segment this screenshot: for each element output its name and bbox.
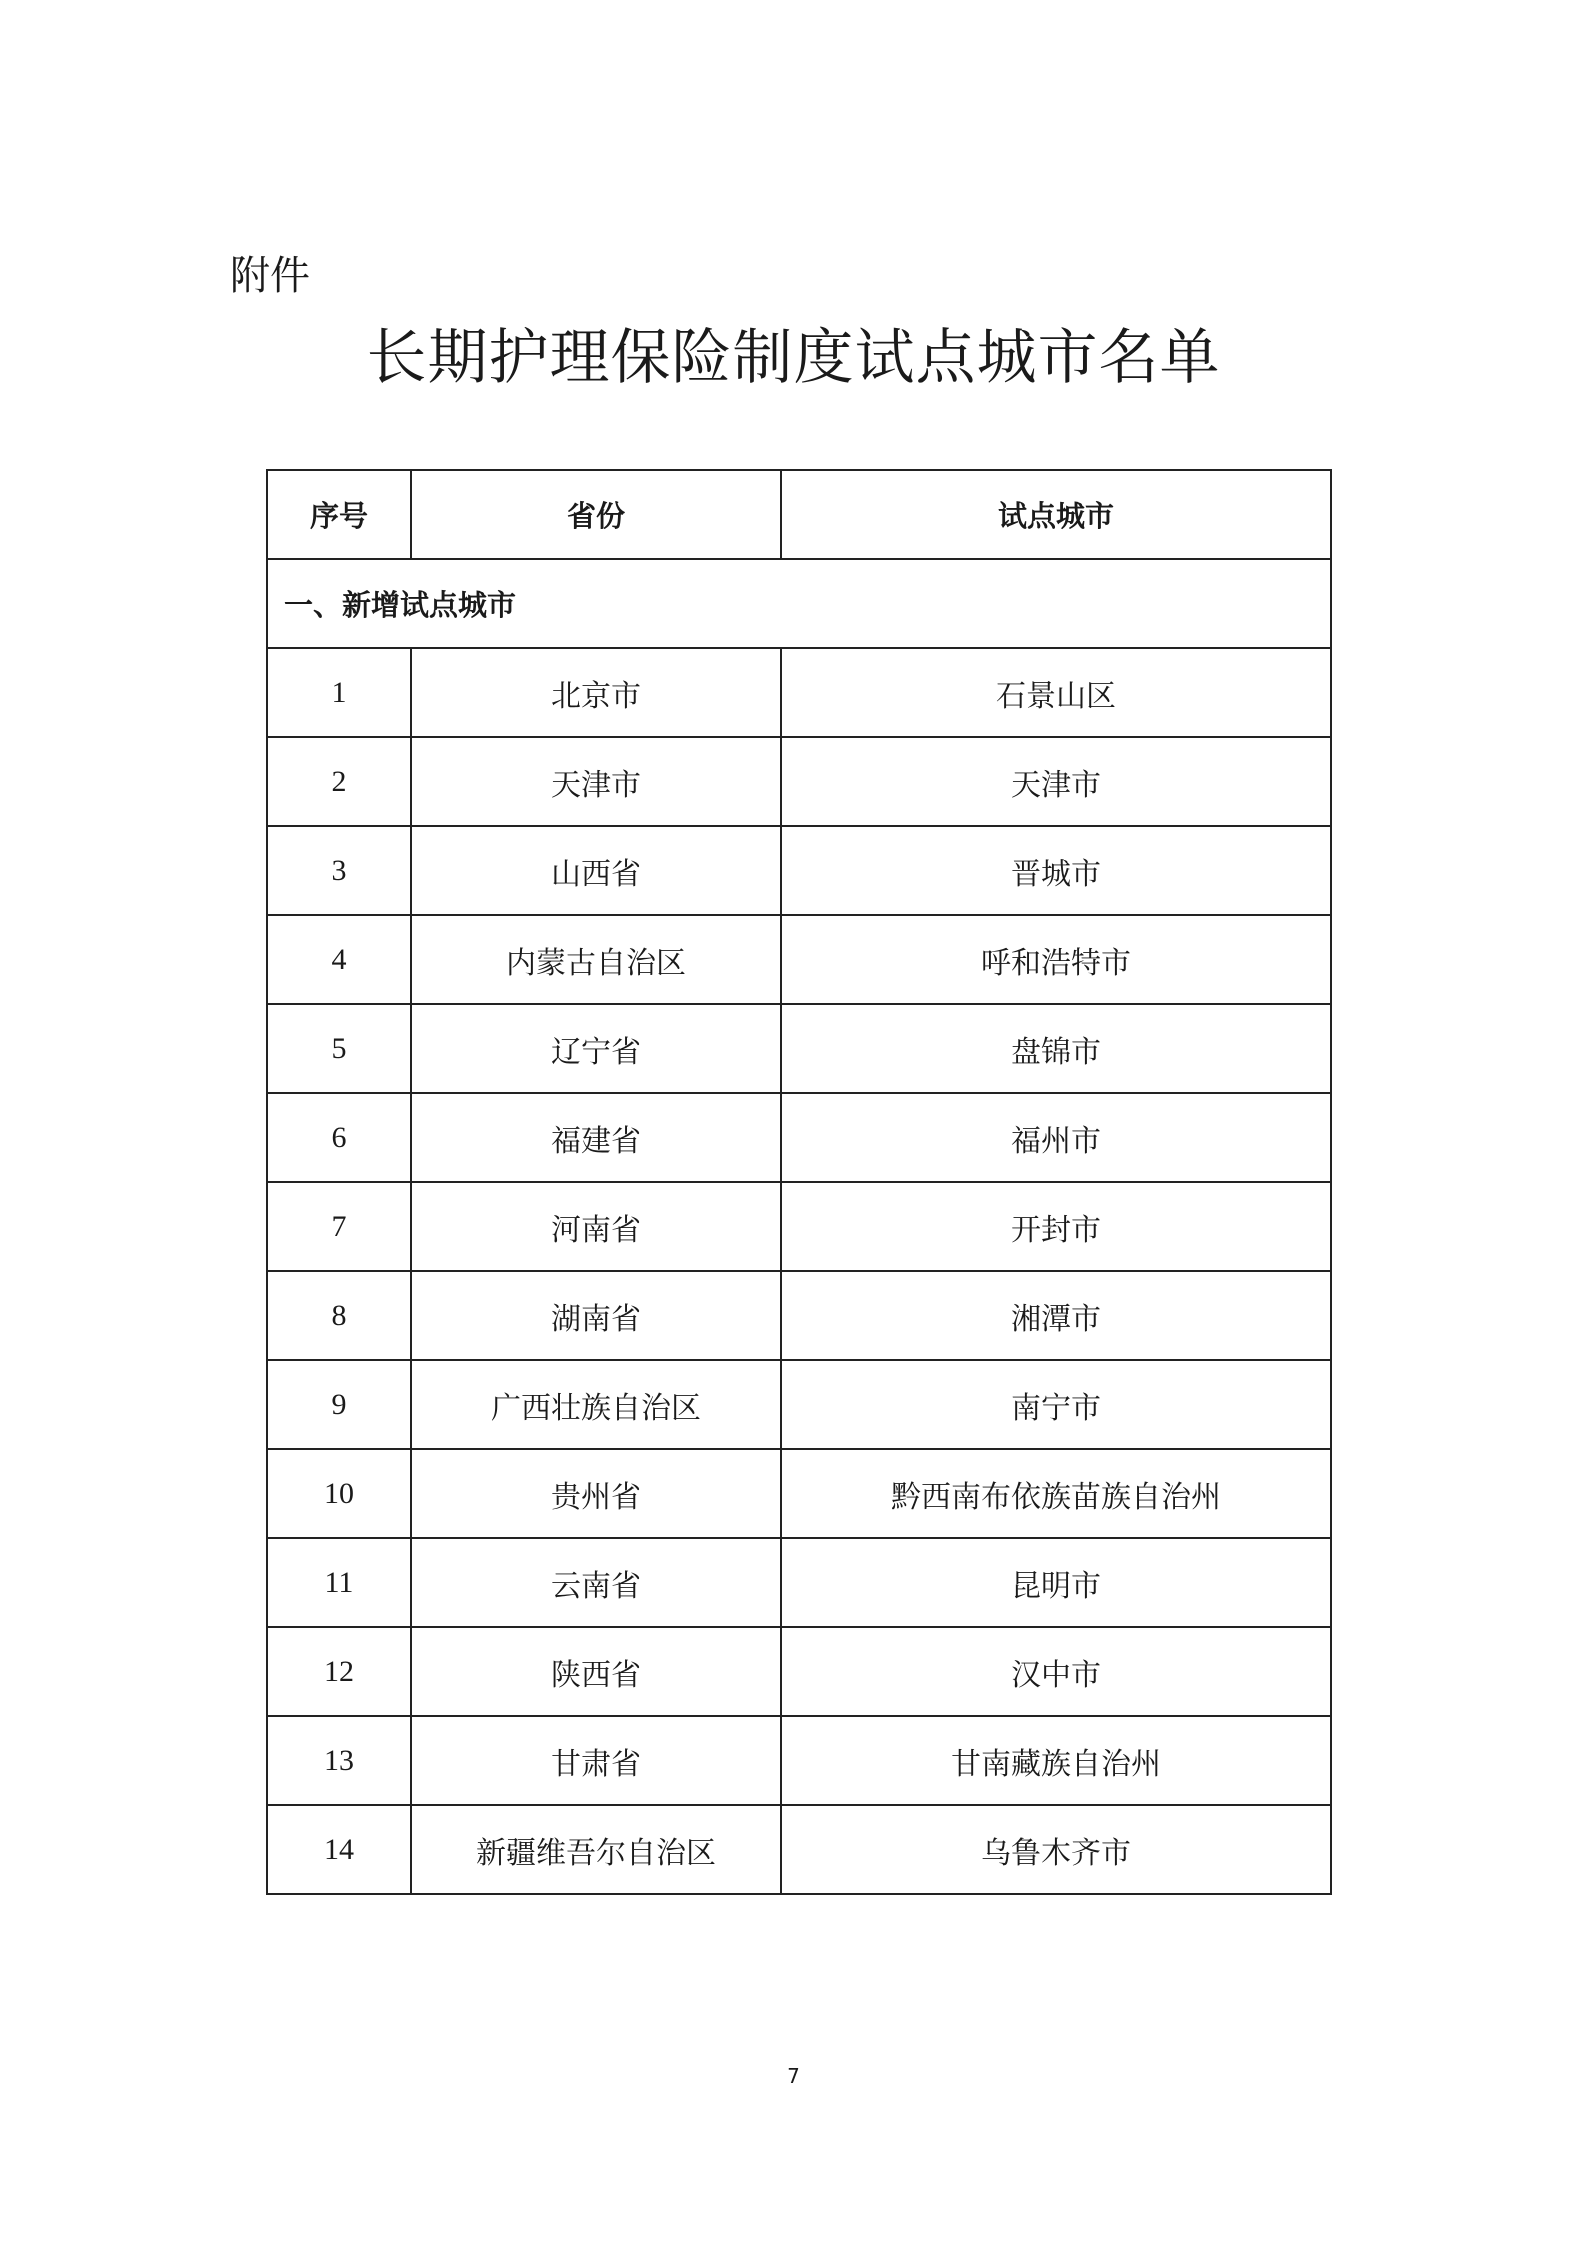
cell-province: 福建省 bbox=[411, 1093, 781, 1182]
table-row bbox=[267, 1360, 1331, 1449]
table-row bbox=[267, 1182, 1331, 1271]
cell-serial-number: 6 bbox=[267, 1093, 411, 1182]
cell-serial-number: 3 bbox=[267, 826, 411, 915]
table-row bbox=[267, 1627, 1331, 1716]
cell-province: 云南省 bbox=[411, 1538, 781, 1627]
document-title: 长期护理保险制度试点城市名单 bbox=[366, 323, 1221, 393]
table-row bbox=[267, 1538, 1331, 1627]
cell-city: 黔西南布依族苗族自治州 bbox=[781, 1449, 1331, 1538]
cell-province: 内蒙古自治区 bbox=[411, 915, 781, 1004]
section-label: 一、新增试点城市 bbox=[267, 559, 1331, 648]
cell-city: 湘潭市 bbox=[781, 1271, 1331, 1360]
page-number: 7 bbox=[787, 2064, 800, 2088]
table-header-row bbox=[267, 470, 1331, 559]
cell-city: 晋城市 bbox=[781, 826, 1331, 915]
attachment-label: 附件 bbox=[230, 253, 310, 299]
cell-city: 开封市 bbox=[781, 1182, 1331, 1271]
cell-serial-number: 1 bbox=[267, 648, 411, 737]
table-row bbox=[267, 1093, 1331, 1182]
table-row bbox=[267, 1805, 1331, 1894]
cell-city: 福州市 bbox=[781, 1093, 1331, 1182]
cell-serial-number: 8 bbox=[267, 1271, 411, 1360]
table-row bbox=[267, 826, 1331, 915]
header-pilot-city: 试点城市 bbox=[781, 470, 1331, 559]
cell-province: 山西省 bbox=[411, 826, 781, 915]
cell-city: 甘南藏族自治州 bbox=[781, 1716, 1331, 1805]
cell-serial-number: 4 bbox=[267, 915, 411, 1004]
cell-province: 贵州省 bbox=[411, 1449, 781, 1538]
cell-city: 天津市 bbox=[781, 737, 1331, 826]
section-row bbox=[267, 559, 1331, 648]
table-row bbox=[267, 1449, 1331, 1538]
cell-city: 乌鲁木齐市 bbox=[781, 1805, 1331, 1894]
table-row bbox=[267, 1716, 1331, 1805]
table-row bbox=[267, 915, 1331, 1004]
table-row bbox=[267, 1004, 1331, 1093]
table-row bbox=[267, 737, 1331, 826]
cell-province: 天津市 bbox=[411, 737, 781, 826]
header-province: 省份 bbox=[411, 470, 781, 559]
cell-province: 辽宁省 bbox=[411, 1004, 781, 1093]
cell-city: 盘锦市 bbox=[781, 1004, 1331, 1093]
cell-city: 呼和浩特市 bbox=[781, 915, 1331, 1004]
header-serial-number: 序号 bbox=[267, 470, 411, 559]
cell-serial-number: 11 bbox=[267, 1538, 411, 1627]
cell-city: 昆明市 bbox=[781, 1538, 1331, 1627]
cell-serial-number: 9 bbox=[267, 1360, 411, 1449]
cell-province: 广西壮族自治区 bbox=[411, 1360, 781, 1449]
cell-province: 河南省 bbox=[411, 1182, 781, 1271]
cell-serial-number: 10 bbox=[267, 1449, 411, 1538]
table-row bbox=[267, 1271, 1331, 1360]
cell-serial-number: 7 bbox=[267, 1182, 411, 1271]
cell-province: 湖南省 bbox=[411, 1271, 781, 1360]
cell-city: 南宁市 bbox=[781, 1360, 1331, 1449]
cell-city: 汉中市 bbox=[781, 1627, 1331, 1716]
table-row bbox=[267, 648, 1331, 737]
cell-city: 石景山区 bbox=[781, 648, 1331, 737]
pilot-city-table bbox=[266, 469, 1332, 1895]
cell-serial-number: 2 bbox=[267, 737, 411, 826]
cell-serial-number: 13 bbox=[267, 1716, 411, 1805]
cell-province: 甘肃省 bbox=[411, 1716, 781, 1805]
cell-serial-number: 14 bbox=[267, 1805, 411, 1894]
cell-province: 新疆维吾尔自治区 bbox=[411, 1805, 781, 1894]
cell-province: 陕西省 bbox=[411, 1627, 781, 1716]
cell-serial-number: 12 bbox=[267, 1627, 411, 1716]
cell-province: 北京市 bbox=[411, 648, 781, 737]
cell-serial-number: 5 bbox=[267, 1004, 411, 1093]
